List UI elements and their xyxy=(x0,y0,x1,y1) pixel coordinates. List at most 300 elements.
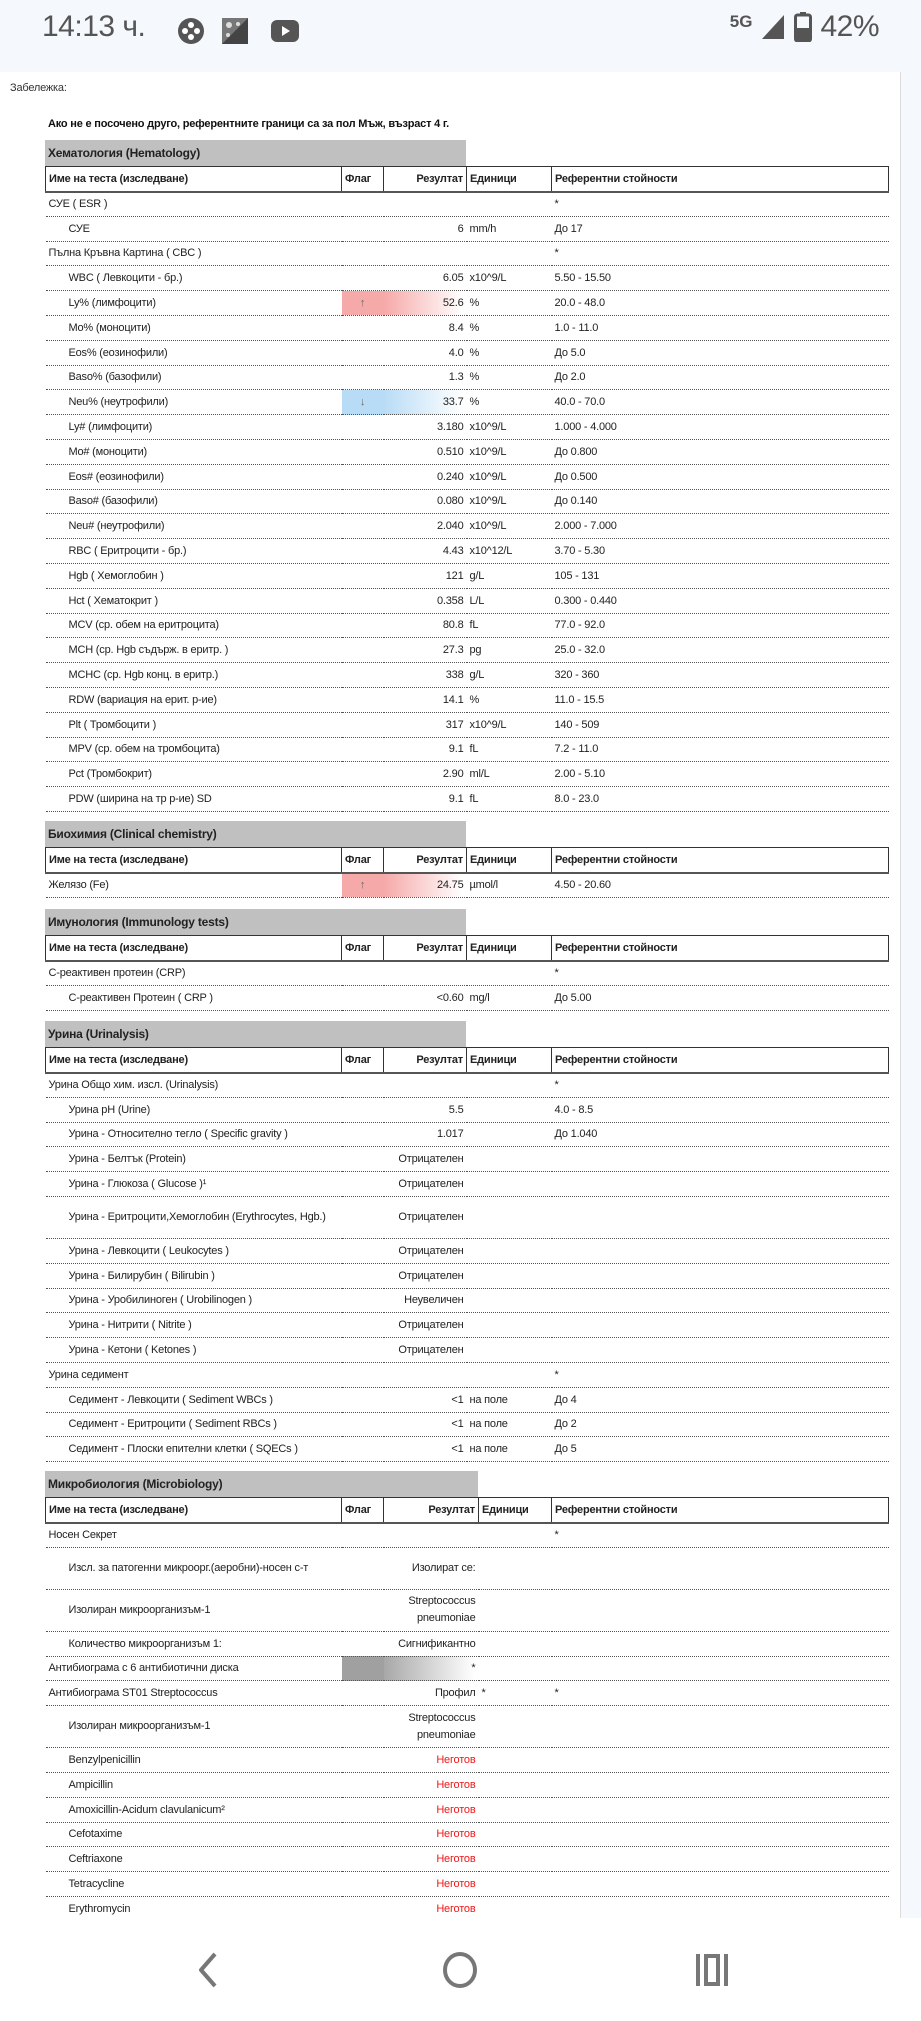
table-row xyxy=(46,514,889,539)
result-value: Неготов xyxy=(384,1872,479,1897)
test-name: Седимент - Плоски епителни клетки ( SQECs ) xyxy=(46,1437,342,1462)
reference-range: 11.0 - 15.5 xyxy=(552,687,889,712)
col-header-flag: Флаг xyxy=(342,1498,384,1523)
test-name: Ceftriaxone xyxy=(46,1847,342,1872)
result-value xyxy=(384,241,467,266)
section-3 xyxy=(45,1021,889,1462)
table-row xyxy=(46,340,889,365)
flag-cell xyxy=(342,1313,384,1338)
flag-cell xyxy=(342,1073,384,1098)
test-name: RBC ( Еритроцити - бр.) xyxy=(46,539,342,564)
result-value: <0.60 xyxy=(384,985,467,1010)
col-header-flag: Флаг xyxy=(342,848,384,873)
table-row xyxy=(46,216,889,241)
flag-cell xyxy=(342,1822,384,1847)
units xyxy=(479,1523,552,1548)
result-value: 2.040 xyxy=(384,514,467,539)
result-value: 14.1 xyxy=(384,687,467,712)
col-header-ref: Референтни стойности xyxy=(552,1498,889,1523)
units xyxy=(467,1362,552,1387)
units: на поле xyxy=(467,1412,552,1437)
reference-range xyxy=(552,1288,889,1313)
units xyxy=(467,1097,552,1122)
units: mm/h xyxy=(467,216,552,241)
home-button-icon[interactable] xyxy=(438,1948,482,1992)
section-0 xyxy=(45,140,889,812)
table-row xyxy=(46,1656,889,1681)
flag-cell xyxy=(342,712,384,737)
flag-cell: ↓ xyxy=(342,390,384,415)
reference-range: 77.0 - 92.0 xyxy=(552,613,889,638)
units: % xyxy=(467,365,552,390)
test-name: Erythromycin xyxy=(46,1896,342,1918)
units xyxy=(467,1172,552,1197)
col-header-result: Резултат xyxy=(384,1048,467,1073)
reference-range xyxy=(552,1631,889,1656)
reference-range: 3.70 - 5.30 xyxy=(552,539,889,564)
test-name: Изолиран микроорганизъм-1 xyxy=(46,1589,342,1631)
result-value: Неготов xyxy=(384,1748,479,1773)
units xyxy=(467,241,552,266)
reference-range: 2.000 - 7.000 xyxy=(552,514,889,539)
test-name: MCHC (ср. Hgb конц. в еритр.) xyxy=(46,663,342,688)
test-name: Урина - Белтък (Protein) xyxy=(46,1147,342,1172)
flag-cell xyxy=(342,365,384,390)
flag-cell xyxy=(342,315,384,340)
table-row xyxy=(46,1437,889,1462)
test-name: Eos# (еозинофили) xyxy=(46,464,342,489)
reference-range: До 0.140 xyxy=(552,489,889,514)
result-value: 338 xyxy=(384,663,467,688)
col-header-ref: Референтни стойности xyxy=(552,936,889,961)
result-value: 6.05 xyxy=(384,266,467,291)
flag-cell xyxy=(342,762,384,787)
flag-cell xyxy=(342,1797,384,1822)
flag-cell xyxy=(342,1748,384,1773)
col-header-flag: Флаг xyxy=(342,167,384,192)
result-value: 24.75 xyxy=(384,873,467,898)
col-header-name: Име на теста (изследване) xyxy=(46,1498,342,1523)
result-value: Streptococcus pneumoniae xyxy=(384,1706,479,1748)
flag-cell xyxy=(342,638,384,663)
table-row xyxy=(46,873,889,898)
test-name: Урина - Левкоцити ( Leukocytes ) xyxy=(46,1238,342,1263)
test-name: PDW (ширина на тр р-ие) SD xyxy=(46,787,342,812)
test-name: RDW (вариация на ерит. р-ие) xyxy=(46,687,342,712)
reference-range xyxy=(552,1313,889,1338)
units xyxy=(479,1706,552,1748)
flag-cell xyxy=(342,1631,384,1656)
flag-cell xyxy=(342,1589,384,1631)
reference-range: 105 - 131 xyxy=(552,563,889,588)
test-name: Урина - Глюкоза ( Glucose )¹ xyxy=(46,1172,342,1197)
test-name: С-реактивен протеин (CRP) xyxy=(46,961,342,986)
units: µmol/l xyxy=(467,873,552,898)
test-name: Pct (Тромбокрит) xyxy=(46,762,342,787)
reference-range: 0.300 - 0.440 xyxy=(552,588,889,613)
test-name: WBC ( Левкоцити - бр.) xyxy=(46,266,342,291)
flag-cell xyxy=(342,514,384,539)
reference-range: 20.0 - 48.0 xyxy=(552,291,889,316)
flag-cell xyxy=(342,687,384,712)
units: x10^9/L xyxy=(467,464,552,489)
units: x10^9/L xyxy=(467,514,552,539)
table-row xyxy=(46,762,889,787)
test-name: Урина - Билирубин ( Bilirubin ) xyxy=(46,1263,342,1288)
result-value: 4.0 xyxy=(384,340,467,365)
flag-cell xyxy=(342,464,384,489)
units: на поле xyxy=(467,1437,552,1462)
test-name: Седимент - Еритроцити ( Sediment RBCs ) xyxy=(46,1412,342,1437)
col-header-ref: Референтни стойности xyxy=(552,848,889,873)
reference-range: До 5 xyxy=(552,1437,889,1462)
table-row xyxy=(46,1822,889,1847)
result-value: 27.3 xyxy=(384,638,467,663)
table-row xyxy=(46,1073,889,1098)
col-header-result: Резултат xyxy=(384,1498,479,1523)
reference-range: * xyxy=(552,192,889,217)
result-value: Отрицателен xyxy=(384,1172,467,1197)
navigation-bar xyxy=(0,1918,921,2021)
flag-cell xyxy=(342,1872,384,1897)
table-row xyxy=(46,613,889,638)
result-value: Неготов xyxy=(384,1772,479,1797)
test-name: Пълна Кръвна Картина ( CBC ) xyxy=(46,241,342,266)
test-name: Урина - Кетони ( Ketones ) xyxy=(46,1338,342,1363)
test-name: Baso# (базофили) xyxy=(46,489,342,514)
reference-range: До 5.0 xyxy=(552,340,889,365)
col-header-flag: Флаг xyxy=(342,936,384,961)
units: на поле xyxy=(467,1387,552,1412)
result-value: 3.180 xyxy=(384,415,467,440)
result-value: Отрицателен xyxy=(384,1147,467,1172)
table-row xyxy=(46,563,889,588)
result-value: Отрицателен xyxy=(384,1263,467,1288)
test-name: Hgb ( Хемоглобин ) xyxy=(46,563,342,588)
table-row xyxy=(46,365,889,390)
reference-range xyxy=(552,1797,889,1822)
flag-cell xyxy=(342,1122,384,1147)
table-row xyxy=(46,712,889,737)
reference-range xyxy=(552,1238,889,1263)
flag-cell: ↑ xyxy=(342,291,384,316)
result-value: 317 xyxy=(384,712,467,737)
result-value: 52.6 xyxy=(384,291,467,316)
units xyxy=(479,1822,552,1847)
result-value: 1.017 xyxy=(384,1122,467,1147)
result-value xyxy=(384,1362,467,1387)
flag-cell xyxy=(342,1847,384,1872)
units xyxy=(467,1338,552,1363)
units xyxy=(467,1288,552,1313)
table-header xyxy=(46,1048,889,1073)
reference-range: 40.0 - 70.0 xyxy=(552,390,889,415)
test-name: Урина - Относително тегло ( Specific gravity ) xyxy=(46,1122,342,1147)
test-name: Антибиограма с 6 антибиотични диска xyxy=(46,1656,342,1681)
test-name: Желязо (Fe) xyxy=(46,873,342,898)
test-name: Plt ( Тромбоцити ) xyxy=(46,712,342,737)
result-value: Сигнификантно xyxy=(384,1631,479,1656)
units xyxy=(479,1772,552,1797)
battery-percent: 42% xyxy=(820,10,879,43)
result-value: 0.080 xyxy=(384,489,467,514)
reference-range: 25.0 - 32.0 xyxy=(552,638,889,663)
units xyxy=(479,1872,552,1897)
test-name: Benzylpenicillin xyxy=(46,1748,342,1773)
result-value: 4.43 xyxy=(384,539,467,564)
reference-range xyxy=(552,1822,889,1847)
test-name: Изсл. за патогенни микроорг.(аеробни)-носен с-т xyxy=(46,1547,342,1589)
flag-cell xyxy=(342,1362,384,1387)
col-header-units: Единици xyxy=(467,1048,552,1073)
result-value: 2.90 xyxy=(384,762,467,787)
test-name: Седимент - Левкоцити ( Sediment WBCs ) xyxy=(46,1387,342,1412)
units: fL xyxy=(467,613,552,638)
units: x10^9/L xyxy=(467,415,552,440)
flag-cell xyxy=(342,216,384,241)
table-row xyxy=(46,439,889,464)
units xyxy=(479,1589,552,1631)
flag-cell xyxy=(342,1263,384,1288)
units xyxy=(467,961,552,986)
units: g/L xyxy=(467,663,552,688)
flag-cell xyxy=(342,588,384,613)
results-table xyxy=(45,166,889,812)
reference-range: 4.50 - 20.60 xyxy=(552,873,889,898)
table-row xyxy=(46,787,889,812)
table-row xyxy=(46,1748,889,1773)
table-row xyxy=(46,1362,889,1387)
result-value: 0.240 xyxy=(384,464,467,489)
status-bar xyxy=(0,0,921,72)
reference-range: * xyxy=(552,1362,889,1387)
reference-range: До 0.500 xyxy=(552,464,889,489)
result-value: Неготов xyxy=(384,1822,479,1847)
table-row xyxy=(46,1412,889,1437)
section-title: Хематология (Hematology) xyxy=(45,140,466,166)
reference-range: До 1.040 xyxy=(552,1122,889,1147)
table-row xyxy=(46,1523,889,1548)
signal-icon xyxy=(760,13,786,41)
result-value xyxy=(384,192,467,217)
test-name: Hct ( Хематокрит ) xyxy=(46,588,342,613)
col-header-result: Резултат xyxy=(384,936,467,961)
reference-range: 140 - 509 xyxy=(552,712,889,737)
col-header-name: Име на теста (изследване) xyxy=(46,1048,342,1073)
result-value: 1.3 xyxy=(384,365,467,390)
col-header-flag: Флаг xyxy=(342,1048,384,1073)
units xyxy=(479,1797,552,1822)
note-label: Забележка: xyxy=(10,82,67,94)
reference-range: 8.0 - 23.0 xyxy=(552,787,889,812)
table-row xyxy=(46,489,889,514)
reference-range xyxy=(552,1589,889,1631)
units: * xyxy=(479,1681,552,1706)
reference-range: До 2 xyxy=(552,1412,889,1437)
table-row xyxy=(46,1706,889,1748)
flag-cell xyxy=(342,1896,384,1918)
col-header-ref: Референтни стойности xyxy=(552,167,889,192)
section-2 xyxy=(45,909,889,1011)
reference-range: До 17 xyxy=(552,216,889,241)
result-value: Streptococcus pneumoniae xyxy=(384,1589,479,1631)
section-title: Имунология (Immunology tests) xyxy=(45,909,466,935)
col-header-result: Резултат xyxy=(384,167,467,192)
flag-cell xyxy=(342,1238,384,1263)
game-controller-icon xyxy=(176,16,206,46)
table-header xyxy=(46,167,889,192)
flag-cell xyxy=(342,737,384,762)
table-row xyxy=(46,1681,889,1706)
table-row xyxy=(46,1313,889,1338)
test-name: Урина pH (Urine) xyxy=(46,1097,342,1122)
flag-cell xyxy=(342,266,384,291)
col-header-result: Резултат xyxy=(384,848,467,873)
units: x10^12/L xyxy=(467,539,552,564)
col-header-units: Единици xyxy=(467,167,552,192)
units xyxy=(467,1147,552,1172)
table-row xyxy=(46,737,889,762)
units xyxy=(467,1073,552,1098)
units: % xyxy=(467,315,552,340)
units: % xyxy=(467,390,552,415)
table-row xyxy=(46,1097,889,1122)
col-header-units: Единици xyxy=(467,936,552,961)
units xyxy=(479,1631,552,1656)
reference-range: 7.2 - 11.0 xyxy=(552,737,889,762)
result-value: Отрицателен xyxy=(384,1238,467,1263)
test-name: С-реактивен Протеин ( CRP ) xyxy=(46,985,342,1010)
flag-cell xyxy=(342,563,384,588)
flag-cell xyxy=(342,1097,384,1122)
units: mg/l xyxy=(467,985,552,1010)
table-header xyxy=(46,936,889,961)
flag-cell xyxy=(342,1338,384,1363)
test-name: СУЕ xyxy=(46,216,342,241)
units xyxy=(479,1656,552,1681)
reference-range xyxy=(552,1338,889,1363)
units xyxy=(467,1263,552,1288)
result-value: <1 xyxy=(384,1437,467,1462)
col-header-units: Единици xyxy=(467,848,552,873)
units: x10^9/L xyxy=(467,712,552,737)
table-row xyxy=(46,1338,889,1363)
table-row xyxy=(46,1288,889,1313)
table-row xyxy=(46,1196,889,1238)
table-row xyxy=(46,588,889,613)
reference-range: До 2.0 xyxy=(552,365,889,390)
col-header-name: Име на теста (изследване) xyxy=(46,167,342,192)
table-row xyxy=(46,1172,889,1197)
reference-range xyxy=(552,1547,889,1589)
section-title: Микробиология (Microbiology) xyxy=(45,1471,478,1497)
results-table xyxy=(45,1047,889,1462)
test-name: MCH (ср. Hgb съдърж. в еритр. ) xyxy=(46,638,342,663)
test-name: Tetracycline xyxy=(46,1872,342,1897)
result-value: Отрицателен xyxy=(384,1338,467,1363)
result-value: 9.1 xyxy=(384,737,467,762)
flag-cell xyxy=(342,539,384,564)
units xyxy=(479,1748,552,1773)
table-row xyxy=(46,1387,889,1412)
flag-cell xyxy=(342,241,384,266)
test-name: Урина - Уробилиноген ( Urobilinogen ) xyxy=(46,1288,342,1313)
test-name: Изолиран микроорганизъм-1 xyxy=(46,1706,342,1748)
back-button-icon[interactable] xyxy=(187,1948,231,1992)
reference-range: До 4 xyxy=(552,1387,889,1412)
reference-range: * xyxy=(552,1523,889,1548)
units: x10^9/L xyxy=(467,266,552,291)
result-value: Неготов xyxy=(384,1896,479,1918)
flag-cell xyxy=(342,415,384,440)
result-value: Отрицателен xyxy=(384,1196,467,1238)
flag-cell xyxy=(342,613,384,638)
test-name: Носен Секрет xyxy=(46,1523,342,1548)
reference-range: 5.50 - 15.50 xyxy=(552,266,889,291)
table-row xyxy=(46,266,889,291)
result-value: Неготов xyxy=(384,1847,479,1872)
test-name: Cefotaxime xyxy=(46,1822,342,1847)
units xyxy=(467,1313,552,1338)
result-value: Отрицателен xyxy=(384,1313,467,1338)
flag-cell xyxy=(342,961,384,986)
result-value: <1 xyxy=(384,1412,467,1437)
flag-cell xyxy=(342,192,384,217)
col-header-ref: Референтни стойности xyxy=(552,1048,889,1073)
test-name: Урина седимент xyxy=(46,1362,342,1387)
units: ml/L xyxy=(467,762,552,787)
result-value: Неувеличен xyxy=(384,1288,467,1313)
test-name: Neu% (неутрофили) xyxy=(46,390,342,415)
table-row xyxy=(46,390,889,415)
reference-range: 2.00 - 5.10 xyxy=(552,762,889,787)
table-row xyxy=(46,1589,889,1631)
table-row xyxy=(46,241,889,266)
test-name: MCV (ср. обем на еритроцита) xyxy=(46,613,342,638)
result-value: 6 xyxy=(384,216,467,241)
recent-apps-button-icon[interactable] xyxy=(690,1948,734,1992)
flag-cell xyxy=(342,1147,384,1172)
result-value: 8.4 xyxy=(384,315,467,340)
table-row xyxy=(46,687,889,712)
table-row xyxy=(46,415,889,440)
table-row xyxy=(46,1872,889,1897)
reference-range xyxy=(552,1263,889,1288)
table-row xyxy=(46,539,889,564)
flag-cell xyxy=(342,1172,384,1197)
units: pg xyxy=(467,638,552,663)
flag-cell xyxy=(342,1656,384,1681)
battery-icon xyxy=(794,12,812,42)
test-name: Mo# (моноцити) xyxy=(46,439,342,464)
result-value: 9.1 xyxy=(384,787,467,812)
result-value xyxy=(384,961,467,986)
result-value: * xyxy=(384,1656,479,1681)
flag-cell xyxy=(342,1523,384,1548)
units xyxy=(467,1122,552,1147)
table-row xyxy=(46,1547,889,1589)
flag-cell xyxy=(342,787,384,812)
flag-cell xyxy=(342,1547,384,1589)
reference-range xyxy=(552,1896,889,1918)
table-row xyxy=(46,1631,889,1656)
test-name: Ly# (лимфоцити) xyxy=(46,415,342,440)
units: L/L xyxy=(467,588,552,613)
youtube-icon xyxy=(270,16,300,46)
units xyxy=(479,1847,552,1872)
table-row xyxy=(46,663,889,688)
reference-range: * xyxy=(552,1681,889,1706)
